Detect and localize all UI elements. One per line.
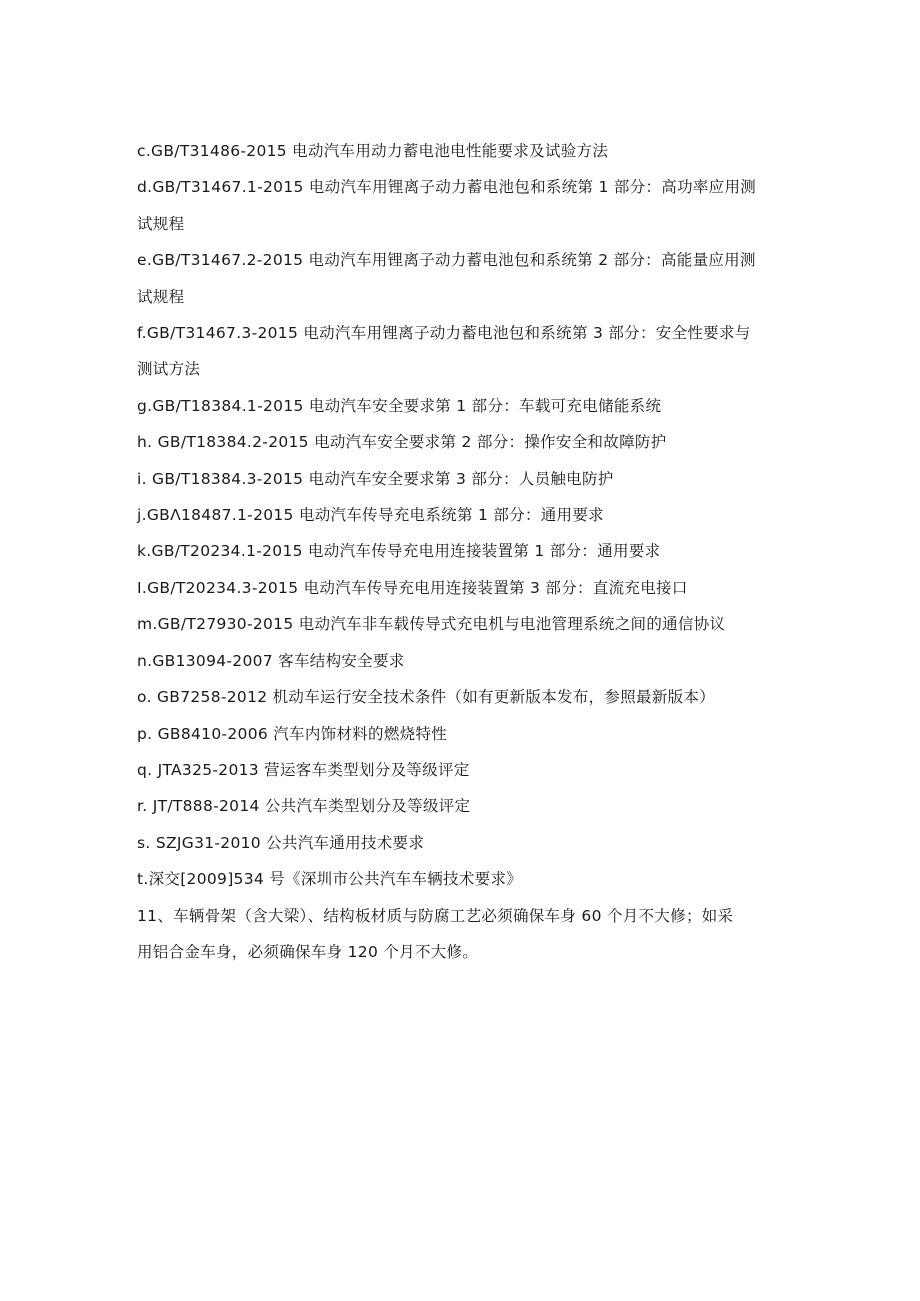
standard-item-j xyxy=(137,497,787,533)
standard-item-q xyxy=(137,752,787,788)
item-line: c.GB/T31486-2015 电动汽车用动力蓄电池电性能要求及试验方法 xyxy=(137,142,609,160)
item-line: q. JTA325-2013 营运客车类型划分及等级评定 xyxy=(137,760,470,779)
clause-11 xyxy=(137,898,787,971)
standard-item-h xyxy=(137,424,787,460)
standard-item-t xyxy=(137,861,787,897)
item-line-continuation: 试规程 xyxy=(137,287,185,306)
item-line: r. JT/T888-2014 公共汽车类型划分及等级评定 xyxy=(137,797,471,816)
item-line: n.GB13094-2007 客车结构安全要求 xyxy=(137,651,405,670)
item-line: g.GB/T18384.1-2015 电动汽车安全要求第 1 部分：车载可充电储能系统 xyxy=(137,396,662,415)
item-line-continuation: 试规程 xyxy=(137,214,185,233)
item-line-continuation: 用铝合金车身，必须确保车身 120 个月不大修。 xyxy=(137,942,479,961)
standard-item-f xyxy=(137,315,787,388)
item-line: t.深交[2009]534 号《深圳市公共汽车车辆技术要求》 xyxy=(137,870,523,889)
item-line: p. GB8410-2006 汽车内饰材料的燃烧特性 xyxy=(137,724,448,743)
item-line: s. SZJG31-2010 公共汽车通用技术要求 xyxy=(137,833,425,852)
standard-item-k xyxy=(137,533,787,569)
document-body xyxy=(137,133,787,970)
standard-item-g xyxy=(137,388,787,424)
standard-item-r xyxy=(137,788,787,824)
standard-item-c xyxy=(137,133,787,169)
standard-item-s xyxy=(137,825,787,861)
standard-item-e xyxy=(137,242,787,315)
standard-item-p xyxy=(137,716,787,752)
item-line: 11、车辆骨架（含大梁）、结构板材质与防腐工艺必须确保车身 60 个月不大修；如采 xyxy=(137,906,734,925)
item-line: I.GB/T20234.3-2015 电动汽车传导充电用连接装置第 3 部分：直流充电接口 xyxy=(137,578,688,597)
item-line: i. GB/T18384.3-2015 电动汽车安全要求第 3 部分：人员触电防护 xyxy=(137,469,614,488)
standard-item-o xyxy=(137,679,787,715)
item-line: h. GB/T18384.2-2015 电动汽车安全要求第 2 部分：操作安全和故障防护 xyxy=(137,433,667,452)
item-line: f.GB/T31467.3-2015 电动汽车用锂离子动力蓄电池包和系统第 3 部分：安全性要求与 xyxy=(137,324,751,343)
standard-item-n xyxy=(137,643,787,679)
item-line: k.GB/T20234.1-2015 电动汽车传导充电用连接装置第 1 部分：通用要求 xyxy=(137,542,661,561)
item-line: e.GB/T31467.2-2015 电动汽车用锂离子动力蓄电池包和系统第 2 部分：高能量应用测 xyxy=(137,251,756,270)
item-line: m.GB/T27930-2015 电动汽车非车载传导式充电机与电池管理系统之间的通信协议 xyxy=(137,615,726,634)
standard-item-m xyxy=(137,606,787,642)
item-line: j.GBΛ18487.1-2015 电动汽车传导充电系统第 1 部分：通用要求 xyxy=(137,506,604,525)
standard-item-i xyxy=(137,461,787,497)
item-line-continuation: 测试方法 xyxy=(137,360,201,379)
item-line: d.GB/T31467.1-2015 电动汽车用锂离子动力蓄电池包和系统第 1 部分：高功率应用测 xyxy=(137,178,757,197)
standard-item-l xyxy=(137,570,787,606)
item-line: o. GB7258-2012 机动车运行安全技术条件（如有更新版本发布，参照最新版本） xyxy=(137,688,716,707)
standard-item-d xyxy=(137,169,787,242)
